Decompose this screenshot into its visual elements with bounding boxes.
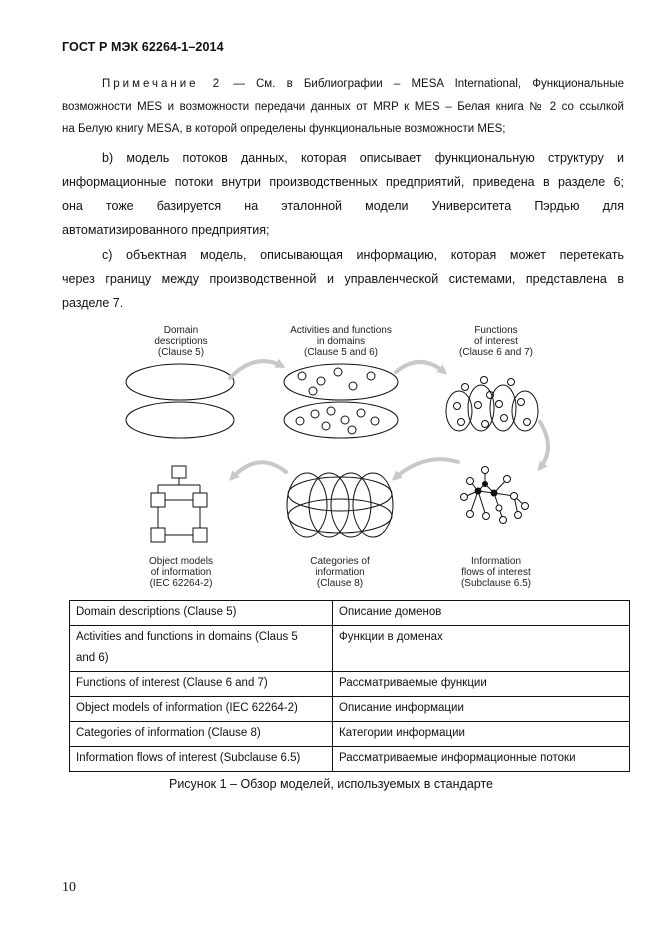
label-functions-of-interest [459,325,533,358]
label-object-models [149,556,213,589]
table-cell-ru: Рассматриваемые информационные потоки [333,747,630,772]
para-c-line-3: разделе 7. [62,296,124,310]
label-domain-descriptions [154,325,207,358]
information-flow-network [461,467,529,524]
svg-text:in domains: in domains [316,336,366,347]
svg-text:(Clause 8): (Clause 8) [316,578,364,589]
table-row [70,626,630,672]
svg-text:(Clause 5): (Clause 5) [157,347,205,358]
functions-cluster [446,377,538,432]
table-cell-en: Activities and functions in domains (Claus 5 and 6) [70,626,333,672]
svg-text:Domain: Domain [163,325,199,336]
page-number: 10 [62,880,76,895]
table-cell-ru: Рассматриваемые функции [333,672,630,697]
activities-ellipses [284,364,398,438]
figure-caption: Рисунок 1 – Обзор моделей, используемых в стандарте [168,777,494,791]
table-cell-ru: Описание доменов [333,601,630,626]
translation-table [69,600,630,772]
label-information-flows [461,556,531,589]
svg-text:(Clause 5 and 6): (Clause 5 and 6) [304,347,378,358]
table-row [70,601,630,626]
table-cell-en: Object models of information (IEC 62264-2) [70,697,333,722]
svg-text:Activities and functions: Activities and functions [290,325,392,336]
svg-text:descriptions: descriptions [154,336,208,347]
svg-text:of information: of information [150,567,212,578]
object-model-boxes [151,466,207,542]
label-categories [310,556,370,589]
svg-text:flows of interest: flows of interest [461,567,531,578]
para-b-line-3: она тоже базируется на эталонной модели Университета Пэрдью для [62,199,624,213]
svg-text:Functions: Functions [474,325,518,336]
para-b-line-1: b) модель потоков данных, которая описывает функциональную структуру и [102,151,624,165]
note-label: Примечание 2 [102,78,223,90]
table-cell-ru: Описание информации [333,697,630,722]
table-row [70,747,630,772]
table-cell-en: Information flows of interest (Subclause 6.5) [70,747,333,772]
svg-text:(IEC 62264-2): (IEC 62264-2) [149,578,213,589]
note-line-2: возможности MES и возможности передачи данных от MRP к MES – Белая книга № 2 со ссылкой [62,100,624,113]
domain-ellipses [126,364,234,438]
label-activities-functions [290,325,392,358]
table-cell-ru: Категории информации [333,722,630,747]
para-b-line-2: информационные потоки внутри производственных предприятий, приведена в разделе 6; [62,175,624,189]
categories-ellipses [287,473,393,537]
svg-text:(Subclause 6.5): (Subclause 6.5) [460,578,532,589]
table-cell-en: Domain descriptions (Clause 5) [70,601,333,626]
table-row [70,672,630,697]
para-b-line-4: автоматизированного предприятия; [62,223,270,237]
svg-text:Categories of: Categories of [310,556,370,567]
table-row [70,722,630,747]
note-line-3: на Белую книгу MESA, в которой определены функциональные возможности MES; [62,123,506,135]
table-row [70,697,630,722]
svg-text:information: information [315,567,365,578]
note-line-1: — См. в Библиографии – MESA International, Функциональные [222,78,624,90]
table-cell-en: Categories of information (Clause 8) [70,722,333,747]
table-cell-en: Functions of interest (Clause 6 and 7) [70,672,333,697]
para-c-line-2: через границу между производственной и управленческой системами, представлена в [62,272,624,286]
flow-arrows [230,361,548,478]
svg-text:Information: Information [470,556,522,567]
document-header: ГОСТ Р МЭК 62264-1–2014 [62,40,224,54]
table-cell-ru: Функции в доменах [333,626,630,672]
svg-text:of interest: of interest [474,336,518,347]
svg-text:Object models: Object models [149,556,213,567]
para-c-line-1: c) объектная модель, описывающая информацию, которая может перетекать [102,248,624,262]
svg-text:(Clause 6 and 7): (Clause 6 and 7) [459,347,533,358]
